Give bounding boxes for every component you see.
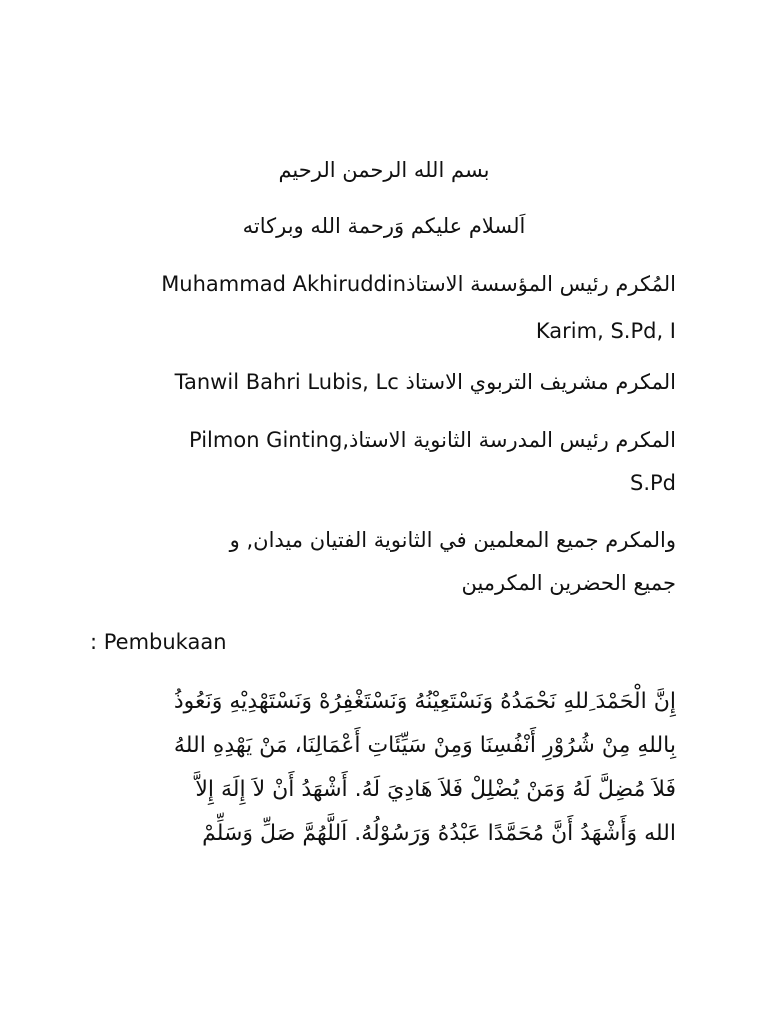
dua-line-1: إِنَّ الْحَمْدَ ِللهِ نَحْمَدُهُ وَنَسْتَعِيْنُهُ وَنَسْتَغْفِرُهْ وَنَسْتَهْدِيْهِ وَنَعُوذُ [173,689,676,714]
dua-line-4: الله وَأَشْهَدُ أَنَّ مُحَمَّدًا عَبْدُهُ وَرَسُوْلُهُ. اَللَّهُمَّ صَلِّ وَسَلِّمْ [202,821,676,846]
greeting-supervisor [90,367,676,397]
greeting-foundation-name: Muhammad Akhiruddin [161,272,406,296]
greeting-principal [90,425,676,455]
greeting-principal-arabic: المكرم رئيس المدرسة الثانوية الاستاذ, [342,428,676,452]
basmala: بسم الله الرحمن الرحيم [278,158,490,182]
greeting-audience: جميع الحضرين المكرمين [461,571,676,595]
section-label-pembukaan: : Pembukaan [90,630,227,654]
dua-line-3: فَلاَ مُضِلَّ لَهُ وَمَنْ يُضْلِلْ فَلاَ هَادِيَ لَهُ. أَشْهَدُ أَنْ لاَ إِلَهَ إِلاَّ [195,777,676,802]
greeting-foundation-arabic: المُكرم رئيس المؤسسة الاستاذ [406,272,676,296]
greeting-principal-name: Pilmon Ginting [189,428,343,452]
greeting-principal-name-cont: S.Pd [630,471,676,495]
greeting-foundation-name-cont: Karim, S.Pd, I [535,319,676,343]
salam-greeting: اَلسلام عليكم وَرحمة الله وبركاته [242,214,526,238]
greeting-supervisor-arabic: المكرم مشريف التربوي الاستاذ [405,370,676,394]
dua-line-2: بِاللهِ مِنْ شُرُوْرِ أَنْفُسِنَا وَمِنْ سَيِّئَاتِ أَعْمَالِنَا، مَنْ يَهْدِهِ اللهُ [173,733,676,758]
greeting-foundation-head [90,269,676,299]
greeting-teachers: والمكرم جميع المعلمين في الثانوية الفتيان ميدان, و [229,528,676,552]
greeting-supervisor-name: Tanwil Bahri Lubis, Lc [174,370,399,394]
